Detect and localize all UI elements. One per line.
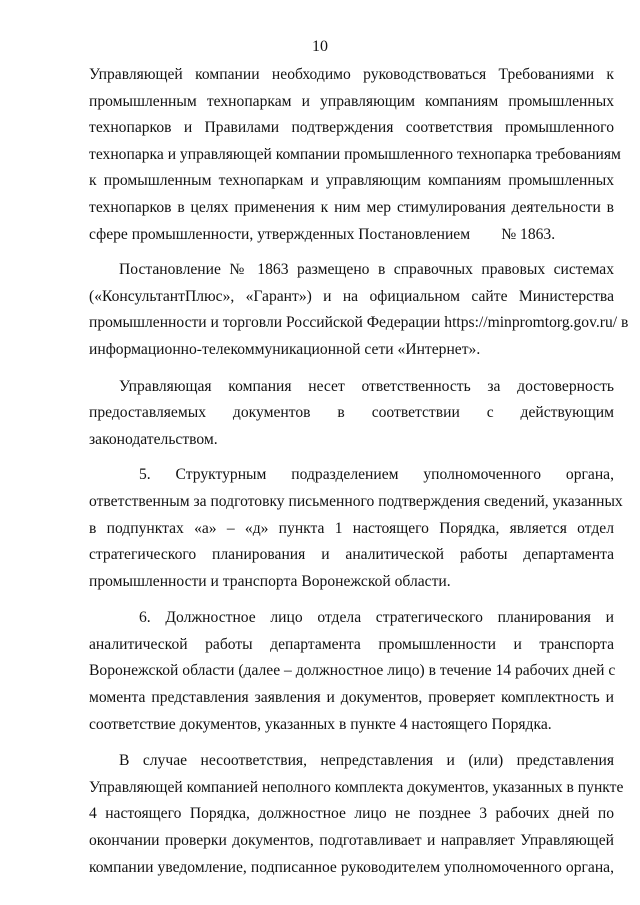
text-line: Управляющей компании необходимо руководствоваться Требованиями к (89, 66, 614, 83)
text-line: Управляющей компанией неполного комплекта документов, указанных в пункте (89, 778, 624, 796)
text-line: технопарка и управляющей компании промышленного технопарка требованиям (89, 145, 621, 163)
text-line: Управляющая компания несет ответственность за достоверность (119, 377, 614, 395)
text-line: ответственным за подготовку письменного подтверждения сведений, указанных (89, 492, 623, 510)
text-line: Постановление № 1863 размещено в справочных правовых системах (119, 261, 614, 279)
document-body (89, 62, 629, 881)
paragraph-requirements (89, 62, 621, 248)
paragraph-item-5 (89, 462, 623, 595)
text-line: аналитической работы департамента промышленности и транспорта (89, 635, 614, 653)
paragraph-item-6 (89, 605, 614, 738)
paragraph-resolution-published (89, 257, 629, 363)
text-line: в подпунктах «а» – «д» пункта 1 настоящего Порядка, является отдел (89, 519, 614, 537)
text-line: соответствие документов, указанных в пункте 4 настоящего Порядка. (89, 715, 552, 733)
text-line: промышленности и транспорта Воронежской области. (89, 572, 451, 590)
text-line: предоставляемых документов в соответствии с действующим (89, 404, 614, 422)
text-line: технопарков и Правилами подтверждения соответствия промышленного (89, 119, 614, 137)
text-line: промышленности и торговли Российской Федерации https://minpromtorg.gov.ru/ в (89, 314, 629, 332)
text-line: технопарков в целях применения к ним мер стимулирования деятельности в (89, 198, 614, 216)
text-line: информационно-телекоммуникационной сети «Интернет». (89, 340, 481, 358)
text-line: окончании проверки документов, подготавливает и направляет Управляющей (89, 832, 614, 850)
text-line: («КонсультантПлюс», «Гарант») и на официальном сайте Министерства (89, 287, 614, 305)
text-line: 5. Структурным подразделением уполномоченного органа, (139, 466, 614, 484)
text-line: стратегического планирования и аналитической работы департамента (89, 546, 614, 564)
text-line: Воронежской области (далее – должностное лицо) в течение 14 рабочих дней с (89, 662, 616, 680)
text-line: промышленным технопаркам и управляющим компаниям промышленных (89, 92, 614, 110)
paragraph-nonconformity (89, 748, 624, 881)
page-number: 10 (312, 38, 328, 55)
text-line: 4 настоящего Порядка, должностное лицо не позднее 3 рабочих дней по (89, 805, 614, 823)
text-line: момента представления заявления и документов, проверяет комплектность и (89, 689, 614, 707)
text-line: В случае несоответствия, непредставления и (или) представления (119, 752, 614, 770)
text-line: 6. Должностное лицо отдела стратегического планирования и (139, 609, 614, 627)
text-line: компании уведомление, подписанное руководителем уполномоченного органа, (89, 858, 614, 876)
text-line: законодательством. (89, 430, 218, 448)
paragraph-responsibility (89, 374, 614, 454)
text-line: к промышленным технопаркам и управляющим компаниям промышленных (89, 172, 614, 190)
text-line: сфере промышленности, утвержденных Постановлением № 1863. (89, 225, 556, 243)
